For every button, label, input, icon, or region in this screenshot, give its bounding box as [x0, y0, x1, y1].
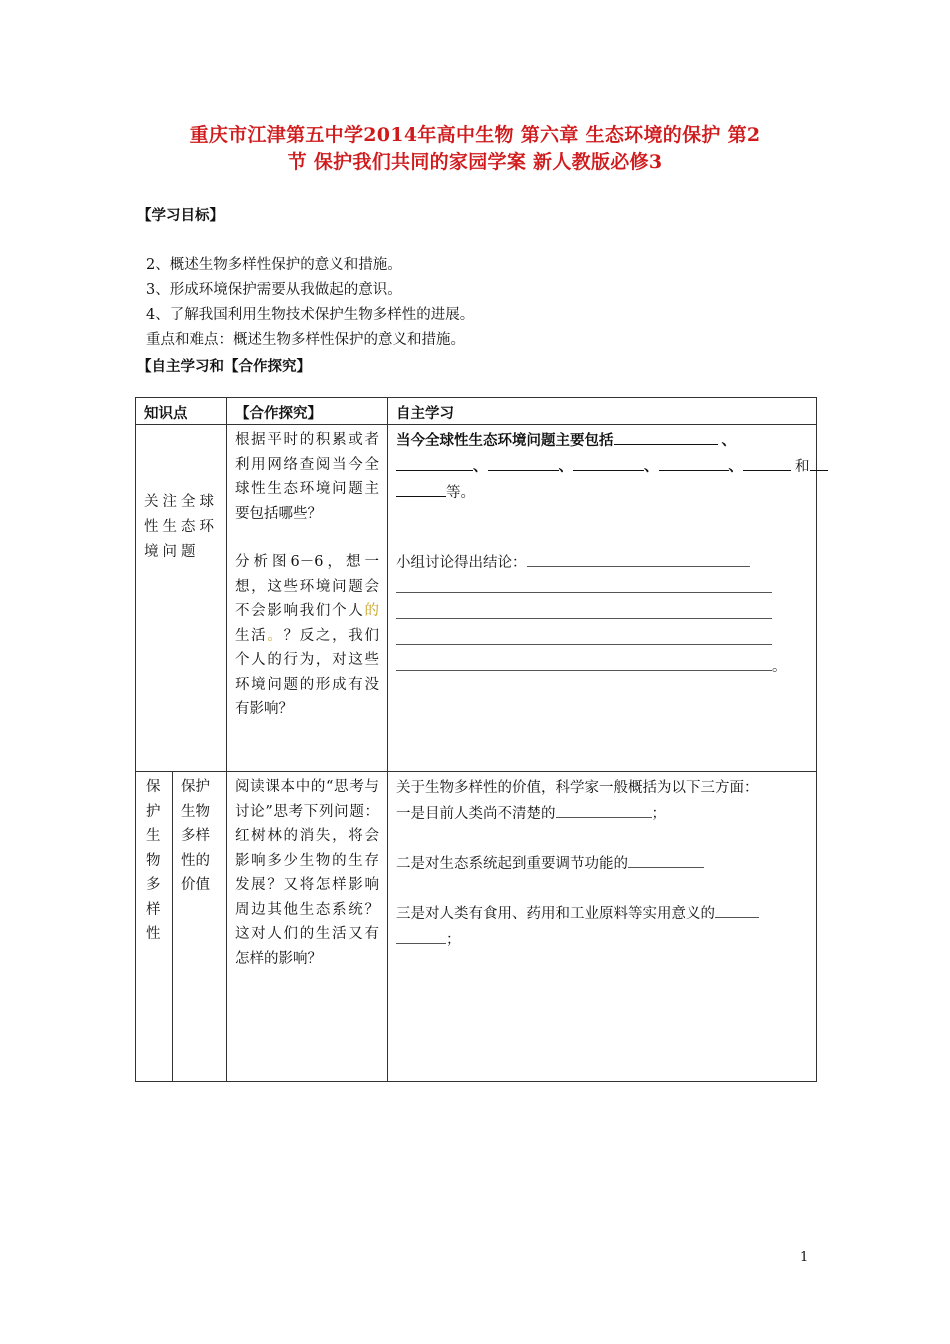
- goal-item-2: 2、概述生物多样性保护的意义和措施。: [146, 257, 402, 273]
- answer-blank[interactable]: [810, 456, 828, 471]
- title-line-2: 节 保护我们共同的家园学案 新人教版必修3: [287, 151, 663, 173]
- answer-blank[interactable]: [628, 853, 704, 868]
- topic-cell-biodiversity: 保 护 生 物 多 样 性: [136, 772, 173, 1082]
- answer-blank[interactable]: [573, 456, 644, 471]
- answer-blank[interactable]: [396, 482, 446, 497]
- title-line-1: 重庆市江津第五中学2014年高中生物 第六章 生态环境的保护 第2: [189, 124, 761, 146]
- discussion-blank[interactable]: [396, 630, 772, 645]
- document-title: [120, 122, 830, 176]
- key-points: 重点和难点：概述生物多样性保护的意义和措施。: [146, 332, 465, 348]
- study-question-environment: 当今全球性生态环境问题主要包括 、: [396, 432, 736, 449]
- coop-question-3: 阅读课本中的“思考与讨论”思考下列问题：红树林的消失，将会影响多少生物的生存发展？又将怎样影响周边其他生态系统？这对人们的生活又有怎样的影响？: [235, 779, 379, 967]
- header-cooperative: 【合作探究】: [227, 398, 388, 425]
- answer-blank[interactable]: [614, 430, 718, 445]
- study-cell-environment: 当今全球性生态环境问题主要包括 、 、 、 、 、 和 等。 小组讨论得出结论： 。: [388, 425, 817, 772]
- subtopic-cell-value: 保护 生物 多样 性的 价值: [173, 772, 227, 1082]
- study-cell-biodiversity: 关于生物多样性的价值，科学家一般概括为以下三方面： 一是目前人类尚不清楚的 ； 二是对生态系统起到重要调节功能的 三是对人类有食用、药用和工业原料等实用意义的 ；: [388, 772, 817, 1082]
- answer-blank[interactable]: [715, 903, 759, 918]
- study-table: [135, 397, 817, 1082]
- coop-question-1: 根据平时的积累或者利用网络查阅当今全球性生态环境问题主要包括哪些？: [235, 432, 379, 522]
- section-heading: 【自主学习和【合作探究】: [137, 358, 311, 375]
- discussion-blank[interactable]: [396, 578, 772, 593]
- topic-cell-environment: 关注全球 性生态环 境问题: [136, 425, 227, 772]
- header-knowledge: 知识点: [136, 398, 227, 425]
- discussion-line: 小组讨论得出结论：: [396, 550, 808, 576]
- answer-blank[interactable]: [396, 456, 473, 471]
- answer-blank[interactable]: [396, 929, 446, 944]
- table-row-biodiversity: [136, 772, 817, 1082]
- coop-question-2: 分析图6－6，想一想，这些环境问题会不会影响我们个人的生活。？反之，我们个人的行为，对这些环境问题的形成有没有影响？: [235, 554, 379, 717]
- table-row-environment: [136, 425, 817, 772]
- discussion-blank[interactable]: [527, 552, 750, 567]
- coop-cell-environment: [227, 425, 388, 772]
- answer-blank[interactable]: [659, 456, 729, 471]
- discussion-blank[interactable]: [396, 656, 772, 671]
- goal-item-4: 4、了解我国利用生物技术保护生物多样性的进展。: [146, 307, 475, 323]
- page-number: 1: [800, 1250, 809, 1265]
- discussion-blank[interactable]: [396, 604, 772, 619]
- coop-cell-biodiversity: [227, 772, 388, 1082]
- goals-heading: 【学习目标】: [137, 207, 224, 224]
- header-self-study: 自主学习: [388, 398, 817, 425]
- answer-blank[interactable]: [743, 456, 791, 471]
- goal-item-3: 3、形成环境保护需要从我做起的意识。: [146, 282, 402, 298]
- answer-blank[interactable]: [488, 456, 559, 471]
- table-header-row: [136, 398, 817, 425]
- answer-blank[interactable]: [556, 803, 652, 818]
